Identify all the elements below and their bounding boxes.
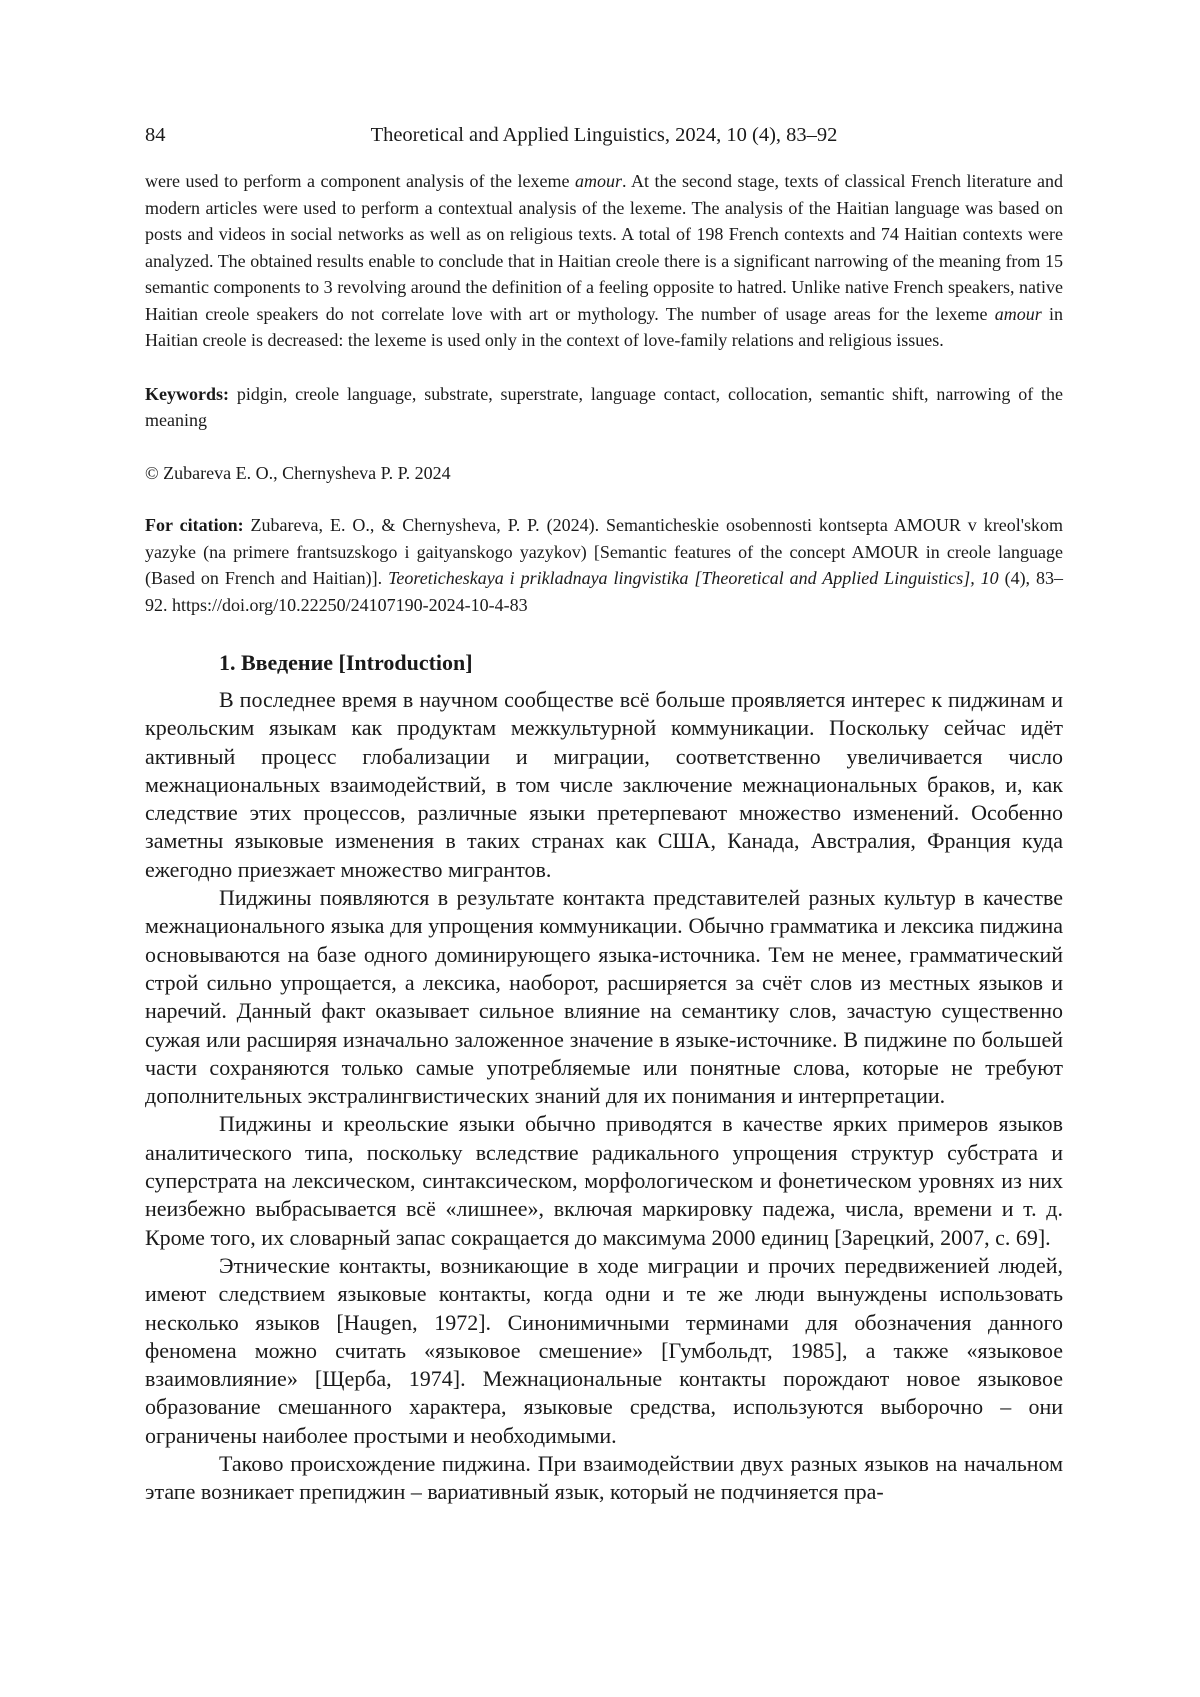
keywords [145,381,1063,434]
abstract-segment: in Haitian creole is decreased: the lexeme is used only in the context of love-family relations and religious issues. [145,303,1063,350]
paragraph: Этнические контакты, возникающие в ходе миграции и прочих передвиженией людей, имеют следствием языковые контакты, когда одни и те же люди вынуждены использовать несколько языков [Haugen, 1972]. Синонимичными терминами для обозначения данного феномена можно считать «языковое смешение» [Гумбольдт, 1985], а также «языковое взаимовлияние» [Щерба, 1974]. Межнациональные контакты порождают новое языковое образование смешанного характера, языковые средства, используются выборочно – они ограничены наиболее простыми и необходимыми. [145,1252,1063,1448]
abstract-term: amour [575,171,623,191]
citation-text: Zubareva, E. O., & Chernysheva, P. P. (2024). Semanticheskie osobennosti kontsepta AMOUR v kreol'skom yazyke (na primere frantsuzskogo i gaityanskogo yazykov) [Semantic features of the concept AMOUR in creole language (Based on French and Haitian)]. [145,515,1063,588]
abstract-block [145,168,1063,618]
abstract-segment: . At the second stage, texts of classical French literature and modern articles were used to perform a contextual analysis of the lexeme. The analysis of the Haitian language was based on posts and videos in social networks as well as on religious texts. A total of 198 French contexts and 74 Haitian contexts were analyzed. The obtained results enable to conclude that in Haitian creole there is a significant narrowing of the meaning from 15 semantic components to 3 revolving around the definition of a feeling opposite to hatred. Unlike native French speakers, native Haitian creole speakers do not correlate love with art or mythology. The number of usage areas for the lexeme [145,171,1064,324]
body-text [145,686,1063,1507]
keywords-label: Keywords: [145,383,229,404]
paragraph: Пиджины появляются в результате контакта представителей разных культур в качестве межнационального языка для упрощения коммуникации. Обычно грамматика и лексика пиджина основываются на базе одного доминирующего языка-источника. Тем не менее, грамматический строй сильно упрощается, а лексика, наоборот, расширяется за счёт слов из местных языков и наречий. Данный факт оказывает сильное влияние на семантику слов, зачастую существенно сужая или расширяя изначально заложенное значение в языке-источнике. В пиджине по большей части сохраняются только самые употребляемые или понятные слова, которые не требуют дополнительных экстралингвистических знаний для их понимания и интерпретации. [145,885,1063,1109]
paragraph: В последнее время в научном сообществе всё больше проявляется интерес к пиджинам и креольским языкам как продуктам межкультурной коммуникации. Поскольку сейчас идёт активный процесс глобализации и миграции, соответственно увеличивается число межнациональных взаимодействий, в том числе заключение межнациональных браков, и, как следствие этих процессов, различные языки претерпевают множество изменений. Особенно заметны языковые изменения в таких странах как США, Канада, Австралия, Франция куда ежегодно приезжает множество мигрантов. [145,687,1063,882]
paragraph: Пиджины и креольские языки обычно приводятся в качестве ярких примеров языков аналитического типа, поскольку вследствие радикального упрощения структур субстрата и суперстрата на лексическом, синтаксическом, морфологическом и фонетическом уровнях из них неизбежно выбрасывается всё «лишнее», включая маркировку падежа, числа, времени и т. д. Кроме того, их словарный запас сокращается до максимума 2000 единиц [Зарецкий, 2007, с. 69]. [145,1111,1063,1250]
running-header [145,120,1063,160]
citation-doi: (4), 83–92. https://doi.org/10.22250/24107190-2024-10-4-83 [145,568,1063,615]
journal-reference: Theoretical and Applied Linguistics, 2024, 10 (4), 83–92 [370,124,838,146]
keywords-text: pidgin, creole language, substrate, superstrate, language contact, collocation, semantic shift, narrowing of the meaning [145,383,1063,430]
abstract-text [145,168,1063,354]
abstract-term: amour [994,303,1042,324]
page-number: 84 [145,124,166,146]
abstract-segment: were used to perform a component analysis of the lexeme [145,171,575,191]
copyright-line: © Zubareva E. O., Chernysheva P. P. 2024 [145,462,451,483]
page [145,120,1063,1507]
citation-journal: Teoreticheskaya i prikladnaya lingvistika [Theoretical and Applied Linguistics], 10 [388,568,999,588]
citation-label: For citation: [145,515,244,535]
section-heading: 1. Введение [Introduction] [219,650,473,675]
citation [145,512,1063,618]
paragraph: Таково происхождение пиджина. При взаимодействии двух разных языков на начальном этапе возникает препиджин – вариативный язык, который не подчиняется пра- [145,1451,1063,1505]
